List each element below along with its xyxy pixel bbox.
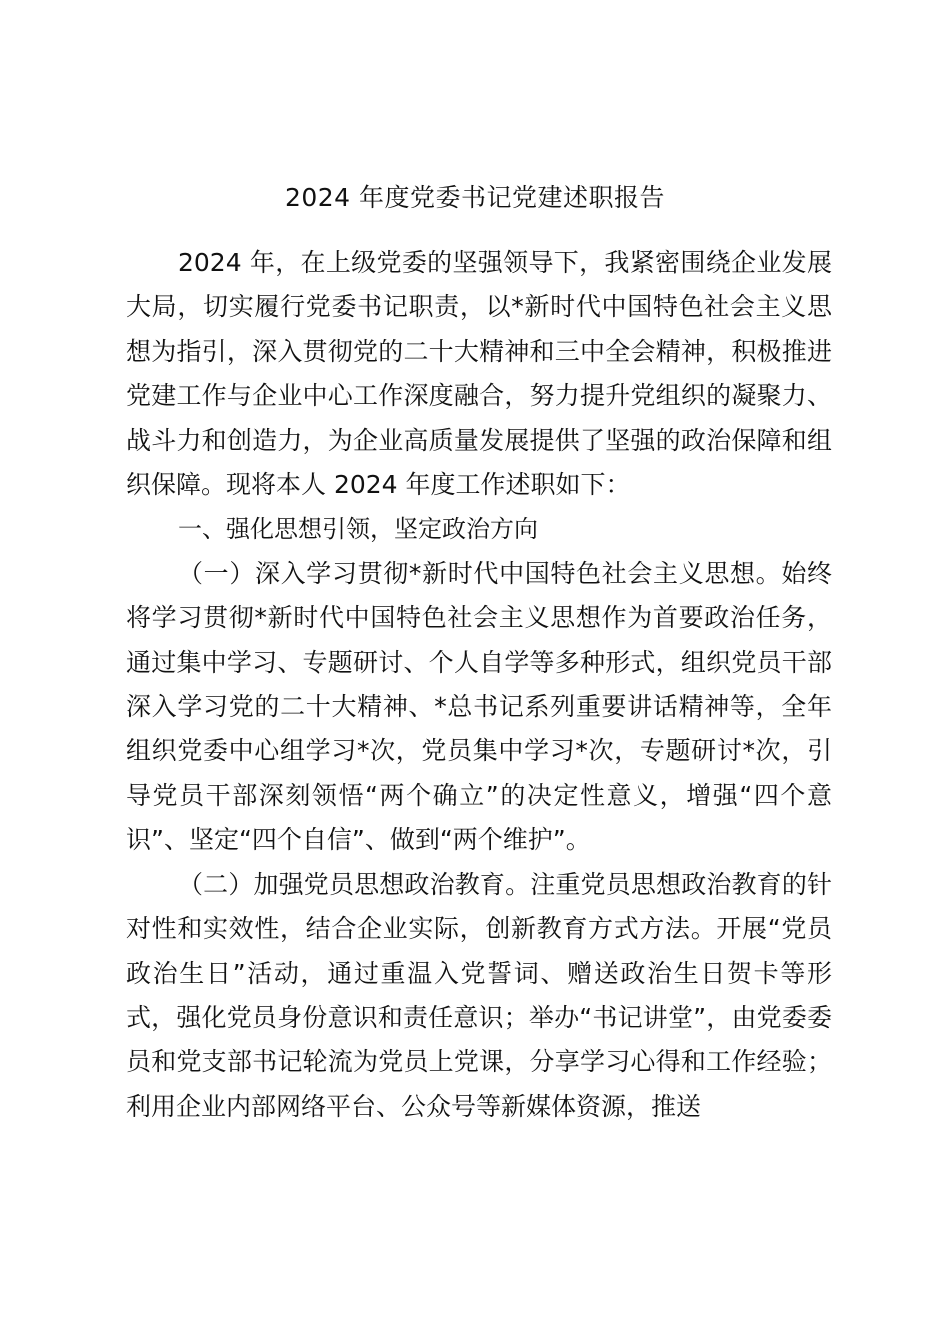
- document-title: 2024 年度党委书记党建述职报告: [284, 183, 666, 212]
- section-heading-1: 一、强化思想引领，坚定政治方向: [178, 515, 538, 544]
- subsection-paragraph-1: （一）深入学习贯彻*新时代中国特色社会主义思想。始终将学习贯彻*新时代中国特色社会主义思想作为首要政治任务，通过集中学习、专题研讨、个人自学等多种形式，组织党员干部深入学习党的二十大精神、*总书记系列重要讲话精神等，全年组织党委中心组学习*次，党员集中学习*次，专题研讨*次，引导党员干部深刻领悟“两个确立”的决定性意义，增强“四个意识”、坚定“四个自信”、做到“两个维护”。: [126, 558, 832, 855]
- document-body: [126, 241, 832, 1129]
- subsection-paragraph-2: （二）加强党员思想政治教育。注重党员思想政治教育的针对性和实效性，结合企业实际，创新教育方式方法。开展“党员政治生日”活动，通过重温入党誓词、赠送政治生日贺卡等形式，强化党员身份意识和责任意识；举办“书记讲堂”，由党委委员和党支部书记轮流为党员上党课，分享学习心得和工作经验；利用企业内部网络平台、公众号等新媒体资源，推送: [126, 869, 832, 1121]
- intro-paragraph: 2024 年，在上级党委的坚强领导下，我紧密围绕企业发展大局，切实履行党委书记职责，以*新时代中国特色社会主义思想为指引，深入贯彻党的二十大精神和三中全会精神，积极推进党建工作与企业中心工作深度融合，努力提升党组织的凝聚力、战斗力和创造力，为企业高质量发展提供了坚强的政治保障和组织保障。现将本人 2024 年度工作述职如下：: [126, 248, 832, 500]
